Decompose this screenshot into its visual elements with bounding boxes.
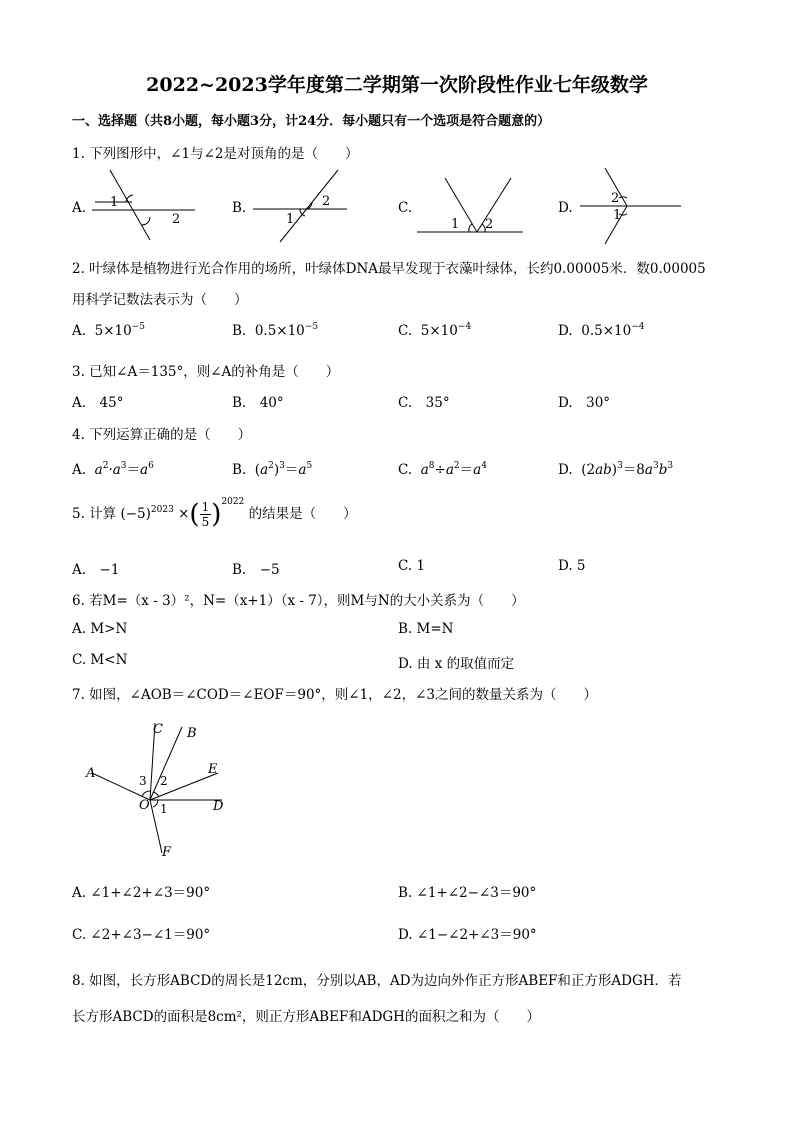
q3-option-c[interactable]: C. 35° [398,395,450,411]
q1-option-c-label[interactable]: C. [398,200,413,216]
q1-figure-a [90,165,200,245]
question-6-stem: 6. 若M=（x - 3）²，N=（x+1）（x - 7），则M与N的大小关系为（ ） [72,593,525,609]
q2-option-c[interactable] [398,323,471,339]
q2-option-c-letter: C. [398,323,413,339]
q1c-line-left [445,178,477,232]
q2-option-c-coef: 5×10 [420,323,458,339]
q1-option-a-label[interactable]: A. [72,200,87,216]
q7-label-2: 2 [160,774,168,788]
q7-label-3: 3 [139,774,147,788]
q4-option-c[interactable]: C. $a^8\div a^2=a^4$ [398,461,487,478]
q4-option-a[interactable]: A. $a^2\cdot a^3=a^6$ [72,461,154,478]
question-2-line2: 用科学记数法表示为（ ） [72,292,248,308]
q3-option-b[interactable]: B. 40° [232,395,284,411]
q2-option-d-exp: −4 [631,322,645,332]
q4-option-c-letter: C. [398,462,413,478]
q5-exp2: 2022 [221,497,245,507]
q7-label-f: F [162,845,172,860]
page-title: 2022~2023学年度第二学期第一次阶段性作业七年级数学 [146,74,648,96]
q7-label-o: O [139,798,150,813]
q2-option-b-coef: 0.5×10 [254,323,305,339]
q2-option-a[interactable] [72,323,145,339]
q2-option-a-exp: −5 [131,322,146,332]
q3-option-a[interactable]: A. 45° [72,395,124,411]
q3-option-d[interactable]: D. 30° [558,395,611,411]
q2-option-b-exp: −5 [304,322,319,332]
q5-exp1: 2023 [150,505,174,515]
q1a-arc-1 [126,195,133,202]
q4-option-b[interactable]: B. $(a^2)^3=a^5$ [232,461,313,478]
q7-option-b[interactable]: B. ∠1+∠2−∠3＝90° [398,885,537,901]
q1c-label-2: 2 [485,217,494,232]
q1-figure-d [575,165,685,245]
q7-label-b: B [187,726,197,741]
q2-option-a-letter: A. [72,323,87,339]
q4-option-d[interactable]: D. $(2ab)^3=8a^3b^3$ [558,461,674,478]
q2-option-d[interactable] [558,323,644,339]
q1b-label-1: 1 [286,212,295,227]
q5-times: × [178,506,190,522]
question-3-stem: 3. 已知∠A＝135°，则∠A的补角是（ ） [72,364,340,380]
q1-option-b-label[interactable]: B. [232,200,247,216]
q1a-label-1: 1 [110,195,119,210]
q1-option-d-label[interactable]: D. [558,200,573,216]
q7-option-c[interactable]: C. ∠2+∠3−∠1＝90° [72,927,211,943]
q5-option-a[interactable]: A. −1 [72,562,120,578]
question-8-line1: 8. 如图，长方形ABCD的周长是12cm，分别以AB，AD为边向外作正方形ABEF和正方形ADGH．若 [72,973,682,989]
question-4-stem: 4. 下列运算正确的是（ ） [72,427,252,443]
q6-option-d[interactable]: D. 由 x 的取值而定 [398,656,515,672]
q6-option-a[interactable]: A. M>N [72,621,128,637]
q7-arc-1 [153,800,158,807]
q5-option-b[interactable]: B. −5 [232,562,280,578]
q1d-label-1: 1 [613,208,622,223]
q1c-arc-1 [469,224,472,232]
q7-arc-2 [153,792,159,797]
q2-option-b[interactable] [232,323,318,339]
q7-option-a[interactable]: A. ∠1+∠2+∠3＝90° [72,885,211,901]
q5-suffix: 的结果是（ ） [248,506,357,522]
q7-label-1: 1 [160,802,168,816]
question-2-line1: 2. 叶绿体是植物进行光合作用的场所，叶绿体DNA最早发现于衣藻叶绿体，长约0.00005米．数0.00005 [72,261,706,277]
section-heading: 一、选择题（共8小题，每小题3分，计24分．每小题只有一个选项是符合题意的） [72,114,551,129]
q2-option-d-coef: 0.5×10 [581,323,632,339]
q4-option-b-letter: B. [232,462,247,478]
q5-option-d[interactable]: D. 5 [558,558,586,574]
q4-option-d-letter: D. [558,462,573,478]
q1a-label-2: 2 [172,212,181,227]
question-7-stem: 7. 如图，∠AOB＝∠COD＝∠EOF＝90°，则∠1，∠2，∠3之间的数量关系为（ ） [72,687,597,703]
question-5-stem: 5. 计算 $(-5)^{2023}$ ×( $\frac{1}{5}$ )$^{2022}$ 的结果是（ ） [72,497,357,530]
q6-option-c[interactable]: C. M<N [72,652,128,668]
q4-option-a-letter: A. [72,462,87,478]
q1d-arc-2 [619,197,627,198]
q7-label-e: E [208,762,218,777]
q1-figure-c [415,175,525,240]
q5-base: (−5) [120,506,151,522]
q2-option-b-letter: B. [232,323,247,339]
question-1-stem: 1. 下列图形中，∠1与∠2是对顶角的是（ ） [72,146,359,162]
q1a-arc-2 [142,217,150,225]
q1-figure-b [250,165,350,245]
q7-arc-3 [142,791,150,796]
q2-option-a-coef: 5×10 [94,323,132,339]
q2-option-d-letter: D. [558,323,573,339]
q1b-label-2: 2 [322,194,331,209]
q5-option-c[interactable]: C. 1 [398,558,426,574]
question-8-line2: 长方形ABCD的面积是8cm²，则正方形ABEF和ADGH的面积之和为（ ） [72,1009,540,1025]
q7-figure [80,715,240,860]
q7-label-c: C [153,722,163,737]
q7-label-a: A [86,766,96,781]
q1c-label-1: 1 [451,217,460,232]
q7-option-d[interactable]: D. ∠1−∠2+∠3＝90° [398,927,537,943]
q5-fraction: $\frac{1}{5}$ [201,500,210,529]
q1d-label-2: 2 [611,191,620,206]
q7-label-d: D [213,799,224,814]
q6-option-b[interactable]: B. M=N [398,621,454,637]
q5-prefix: 5. 计算 [72,506,117,522]
q2-option-c-exp: −4 [457,322,472,332]
